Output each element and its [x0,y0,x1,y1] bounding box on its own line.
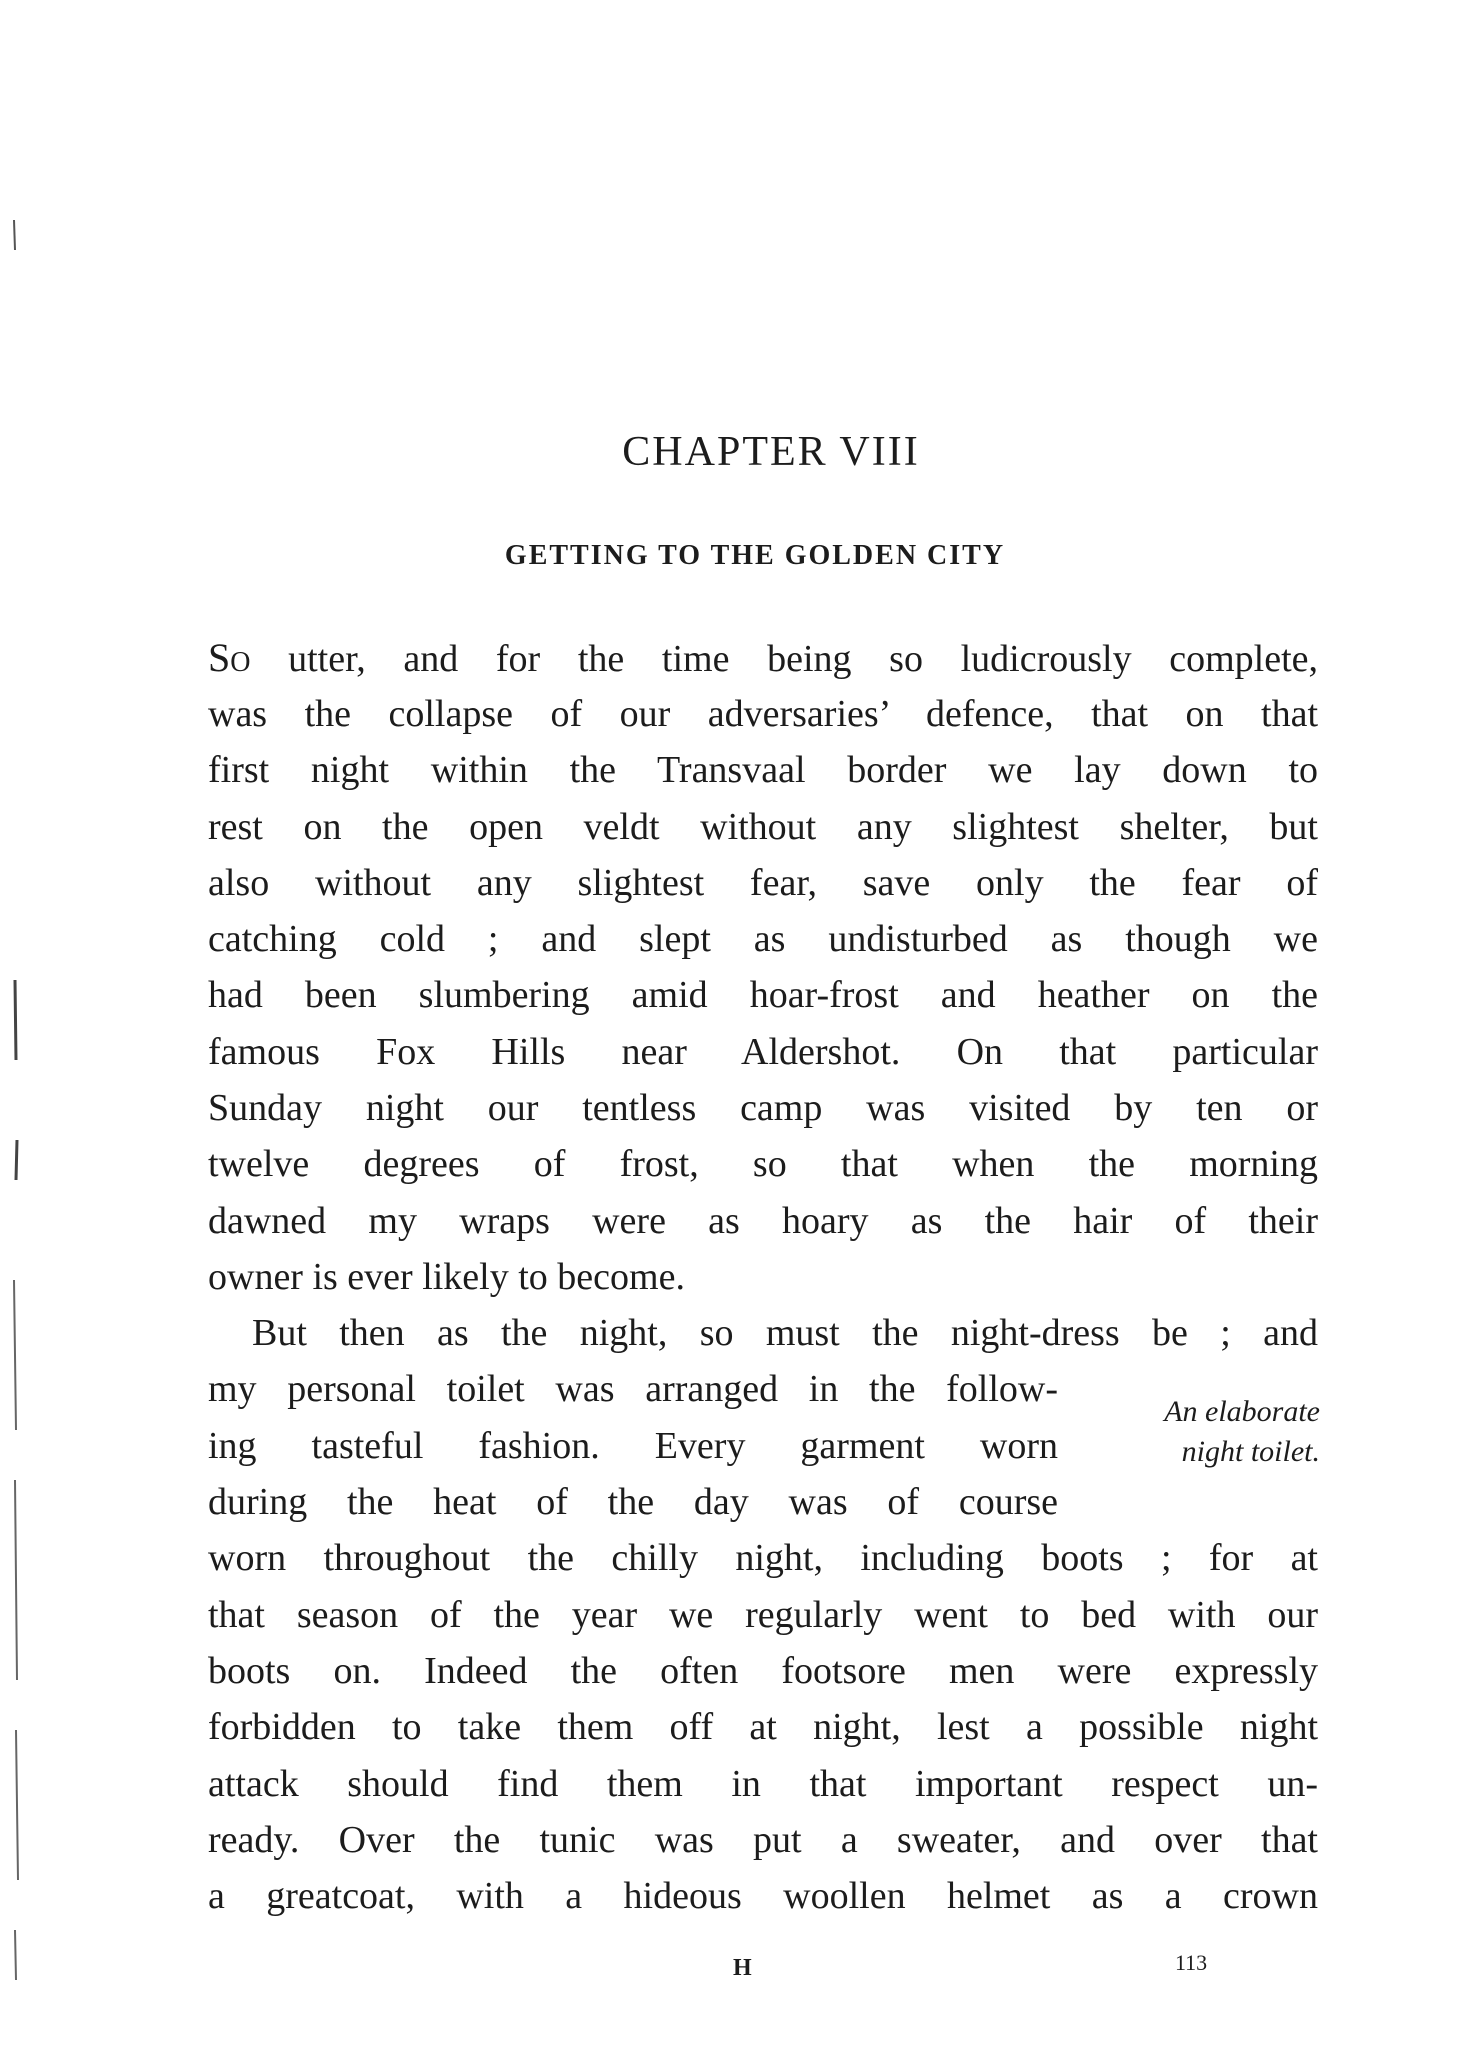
body-line-22: ready. Over the tunic was put a sweater, and over that [208,1819,1318,1861]
body-line-4: rest on the open veldt without any slightest shelter, but [208,806,1318,848]
signature-mark: H [733,1955,752,1981]
chapter-title: CHAPTER VIII [622,429,920,475]
margin-note-line-1: An elaborate [1164,1395,1320,1428]
body-line-3: first night within the Transvaal border we lay down to [208,749,1318,791]
chapter-subtitle: GETTING TO THE GOLDEN CITY [504,540,1006,571]
body-line-1-text: utter, and for the time being so ludicrously complete, [250,638,1318,680]
body-line-23: a greatcoat, with a hideous woollen helmet as a crown [208,1875,1318,1917]
body-line-7: had been slumbering amid hoar-frost and heather on the [208,974,1318,1016]
body-line-9: Sunday night our tentless camp was visited by ten or [208,1087,1318,1129]
body-line-2: was the collapse of our adversaries’ defence, that on that [208,693,1318,735]
body-line-1 [208,630,1318,686]
body-line-21: attack should find them in that important respect un- [208,1763,1318,1805]
body-line-17: worn throughout the chilly night, including boots ; for at [208,1537,1318,1579]
margin-note-line-2: night toilet. [1181,1435,1320,1468]
body-line-8: famous Fox Hills near Aldershot. On that particular [208,1031,1318,1073]
margin-note [1085,1392,1320,1472]
body-line-13: But then as the night, so must the night-dress be ; and [252,1312,1318,1354]
body-line-16: during the heat of the day was of course [208,1481,1058,1523]
drop-word: So [208,635,251,680]
body-line-19: boots on. Indeed the often footsore men were expressly [208,1650,1318,1692]
body-line-6: catching cold ; and slept as undisturbed as though we [208,918,1318,960]
page-number: 113 [1175,1950,1208,1975]
body-line-11: dawned my wraps were as hoary as the hair of their [208,1200,1318,1242]
body-line-18: that season of the year we regularly went to bed with our [208,1594,1318,1636]
body-line-20: forbidden to take them off at night, lest a possible night [208,1706,1318,1748]
body-line-12: owner is ever likely to become. [208,1256,685,1298]
body-line-14: my personal toilet was arranged in the follow- [208,1368,1058,1410]
body-line-10: twelve degrees of frost, so that when the morning [208,1143,1318,1185]
body-line-5: also without any slightest fear, save only the fear of [208,862,1318,904]
body-line-15: ing tasteful fashion. Every garment worn [208,1425,1058,1467]
